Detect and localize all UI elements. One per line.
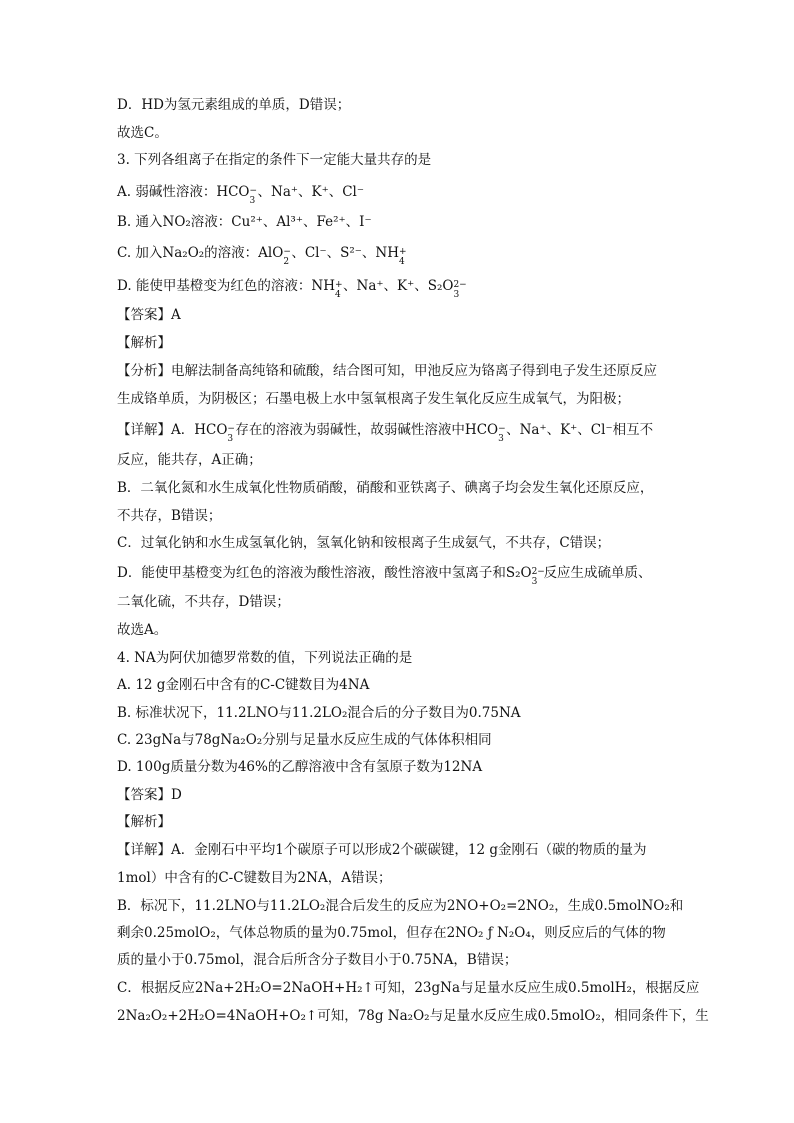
option-3d-rest: 、Na⁺、K⁺、S₂O: [343, 278, 454, 294]
question-3-stem: 3. 下列各组离子在指定的条件下一定能大量共存的是: [117, 152, 432, 168]
text-line: B．标况下，11.2LNO与11.2LO₂混合后发生的反应为2NO+O₂=2NO₂，生成0.5molNO₂和: [117, 898, 684, 914]
option-4a: A. 12 g金刚石中含有的C-C键数目为4NA: [117, 677, 370, 693]
ion-charge: − 3: [227, 424, 235, 444]
question-4-stem: 4. NA为阿伏加德罗常数的值，下列说法正确的是: [117, 650, 413, 666]
analysis-label: 【解析】: [117, 814, 171, 830]
text-line: 1mol）中含有的C-C键数目为2NA，A错误；: [117, 870, 392, 886]
text-line: 故选A。: [117, 622, 168, 638]
text-line: 不共存，B错误；: [117, 508, 222, 524]
ion-charge: − 3: [249, 186, 258, 206]
option-3d-text: D. 能使甲基橙变为红色的溶液：NH: [117, 278, 336, 294]
text-line: 质的量小于0.75mol，混合后所含分子数目小于0.75NA，B错误；: [117, 952, 518, 968]
ion-charge: − 2: [283, 247, 291, 267]
text-line: 故选C。: [117, 125, 168, 141]
text-segment: 【详解】A．HCO: [117, 422, 228, 438]
text-segment: 反应生成硫单质、: [543, 565, 652, 581]
text-line: [117, 420, 687, 444]
text-line: 2Na₂O₂+2H₂O=4NaOH+O₂↑可知，78g Na₂O₂与足量水反应生成0.5molO₂，相同条件下，生: [117, 1008, 709, 1024]
analysis-label: 【解析】: [117, 335, 171, 351]
option-3c: [117, 243, 687, 267]
text-line: C．过氧化钠和水生成氢氧化钠，氢氧化钠和铵根离子生成氨气，不共存，C错误；: [117, 535, 611, 551]
text-line: 【分析】电解法制备高纯铬和硫酸，结合图可知，甲池反应为铬离子得到电子发生还原反应: [117, 363, 657, 379]
option-3c-rest: 、Cl⁻、S²⁻、NH: [291, 245, 399, 261]
option-3a-text: A. 弱碱性溶液：HCO: [117, 184, 250, 200]
text-line: D．HD为氢元素组成的单质，D错误；: [117, 97, 351, 113]
text-line: 二氧化硫，不共存，D错误；: [117, 594, 290, 610]
option-3c-text: C. 加入Na₂O₂的溶液：AlO: [117, 245, 284, 261]
text-line: 【详解】A．金刚石中平均1个碳原子可以形成2个碳碳键，12 g金刚石（碳的物质的量为: [117, 842, 647, 858]
ion-charge: − 3: [498, 424, 506, 444]
answer-label: 【答案】D: [117, 787, 182, 803]
text-line: 生成铬单质，为阴极区；石墨电极上水中氢氧根离子发生氧化反应生成氧气，为阳极；: [117, 391, 630, 407]
text-line: 剩余0.25molO₂，气体总物质的量为0.75mol，但存在2NO₂ ƒ N₂O₄，则反应后的气体的物: [117, 925, 666, 941]
text-segment: 、Na⁺、K⁺、Cl⁻相互不: [506, 422, 654, 438]
text-line: [117, 563, 687, 587]
option-3a-rest: 、Na⁺、K⁺、Cl⁻: [257, 184, 364, 200]
text-line: B．二氧化氮和水生成氧化性物质硝酸，硝酸和亚铁离子、碘离子均会发生氧化还原反应，: [117, 480, 654, 496]
option-4c: C. 23gNa与78gNa₂O₂分别与足量水反应生成的气体体积相同: [117, 732, 492, 748]
ion-charge: + 4: [335, 280, 343, 300]
text-segment: D．能使甲基橙变为红色的溶液为酸性溶液，酸性溶液中氢离子和S₂O: [117, 565, 532, 581]
ion-charge: 2− 3: [453, 280, 467, 300]
ion-charge: 2− 3: [531, 567, 545, 587]
text-segment: 存在的溶液为弱碱性，故弱碱性溶液中HCO: [235, 422, 499, 438]
option-4d: D. 100g质量分数为46%的乙醇溶液中含有氢原子数为12NA: [117, 759, 483, 775]
option-3d: [117, 276, 687, 300]
answer-label: 【答案】A: [117, 307, 181, 323]
text-line: 反应，能共存，A正确；: [117, 452, 262, 468]
ion-charge: + 4: [398, 247, 407, 267]
option-4b: B. 标准状况下，11.2LNO与11.2LO₂混合后的分子数目为0.75NA: [117, 705, 521, 721]
option-3a: [117, 182, 687, 206]
option-3b: B. 通入NO₂溶液：Cu²⁺、Al³⁺、Fe²⁺、I⁻: [117, 214, 372, 230]
text-line: C．根据反应2Na+2H₂O=2NaOH+H₂↑可知，23gNa与足量水反应生成0.5molH₂，根据反应: [117, 980, 700, 996]
